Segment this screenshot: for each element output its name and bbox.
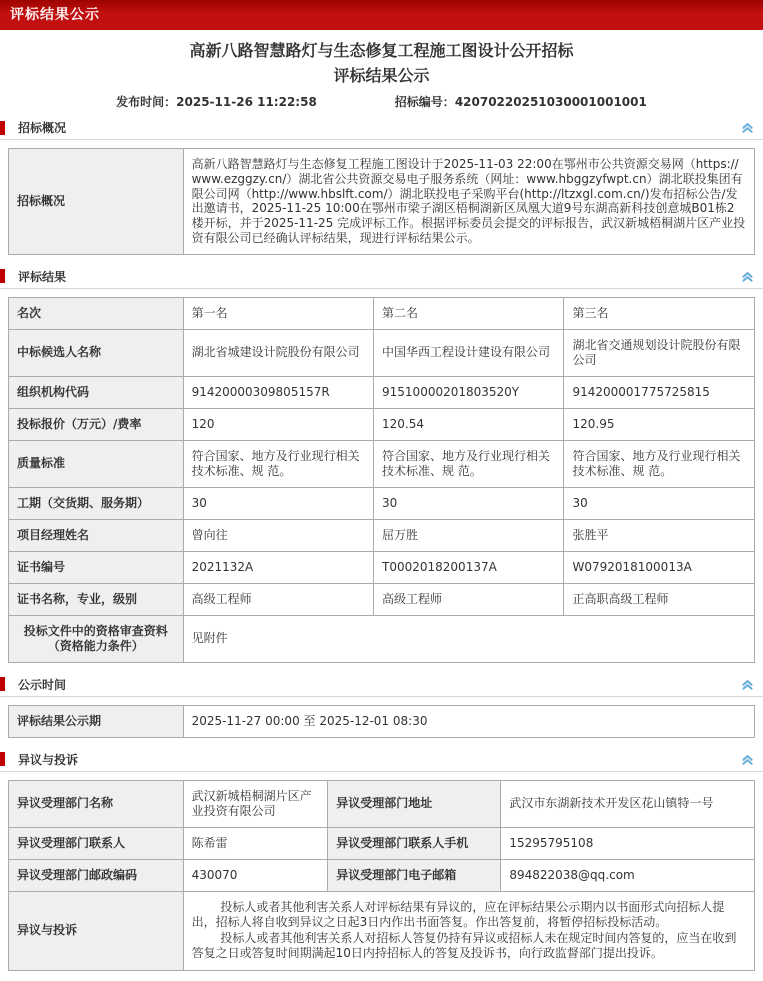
section-title-result: 评标结果 bbox=[18, 269, 67, 284]
row-label: 评标结果公示期 bbox=[9, 705, 184, 737]
table-row bbox=[9, 297, 755, 329]
table-row bbox=[9, 376, 755, 408]
section-header-overview bbox=[0, 116, 763, 140]
row-label: 中标候选人名称 bbox=[9, 329, 184, 376]
cell-value: 30 bbox=[374, 487, 564, 519]
cell-value: 湖北省城建设计院股份有限公司 bbox=[183, 329, 373, 376]
cell-value: 第二名 bbox=[374, 297, 564, 329]
table-row bbox=[9, 780, 755, 827]
table-row bbox=[9, 891, 755, 970]
row-label: 异议受理部门联系人 bbox=[9, 827, 184, 859]
collapse-up-icon[interactable] bbox=[741, 121, 754, 134]
cell-value: 武汉市东湖新技术开发区花山镇特一号 bbox=[501, 780, 755, 827]
publish-time bbox=[116, 93, 317, 110]
row-label: 证书名称，专业，级别 bbox=[9, 583, 184, 615]
cell-value: 91420000309805157R bbox=[183, 376, 373, 408]
table-row bbox=[9, 615, 755, 662]
cell-value: 曾向往 bbox=[183, 519, 373, 551]
cell-value: 120 bbox=[183, 408, 373, 440]
tender-number-value: 42070220251030001001001 bbox=[454, 95, 647, 109]
page-title-line2: 评标结果公示 bbox=[333, 66, 430, 85]
row-label: 异议受理部门联系人手机 bbox=[328, 827, 501, 859]
page-title-line1: 高新八路智慧路灯与生态修复工程施工图设计公开招标 bbox=[189, 41, 574, 60]
section-accent-bar bbox=[0, 677, 5, 691]
row-label: 工期（交货期、服务期） bbox=[9, 487, 184, 519]
section-accent-bar bbox=[0, 752, 5, 766]
publish-time-value: 2025-11-26 11:22:58 bbox=[176, 95, 317, 109]
section-header-result bbox=[0, 265, 763, 289]
table-row bbox=[9, 487, 755, 519]
cell-value: 见附件 bbox=[183, 615, 754, 662]
cell-value: 120.54 bbox=[374, 408, 564, 440]
table-row bbox=[9, 827, 755, 859]
cell-value: 15295795108 bbox=[501, 827, 755, 859]
publish-time-label: 发布时间： bbox=[116, 95, 177, 109]
table-row bbox=[9, 583, 755, 615]
cell-value: 30 bbox=[564, 487, 755, 519]
cell-value: 高级工程师 bbox=[374, 583, 564, 615]
objection-note-para1: 投标人或者其他利害关系人对评标结果有异议的，应在评标结果公示期内以书面形式向招标人提出，招标人将自收到异议之日起3日内作出书面答复。作出答复前，将暂停招标投标活动。 bbox=[191, 899, 725, 930]
section-accent-bar bbox=[0, 269, 5, 283]
section-header-objection bbox=[0, 748, 763, 772]
overview-table bbox=[8, 148, 755, 255]
cell-value: 陈希雷 bbox=[183, 827, 328, 859]
row-label: 异议与投诉 bbox=[9, 891, 184, 970]
row-label: 异议受理部门邮政编码 bbox=[9, 859, 184, 891]
row-label: 异议受理部门地址 bbox=[328, 780, 501, 827]
cell-value: 第三名 bbox=[564, 297, 755, 329]
meta-row bbox=[0, 93, 763, 110]
row-label: 项目经理姓名 bbox=[9, 519, 184, 551]
cell-value: 高级工程师 bbox=[183, 583, 373, 615]
section-title-objection: 异议与投诉 bbox=[18, 752, 79, 767]
publicity-table bbox=[8, 705, 755, 738]
table-row bbox=[9, 859, 755, 891]
cell-value: 第一名 bbox=[183, 297, 373, 329]
table-row bbox=[9, 551, 755, 583]
cell-value: 120.95 bbox=[564, 408, 755, 440]
row-label: 招标概况 bbox=[9, 149, 184, 255]
section-title-publicity: 公示时间 bbox=[18, 677, 67, 692]
objection-note bbox=[183, 891, 754, 970]
cell-value: 符合国家、地方及行业现行相关技术标准、规 范。 bbox=[564, 440, 755, 487]
cell-value: 武汉新城梧桐湖片区产业投资有限公司 bbox=[183, 780, 328, 827]
section-header-publicity bbox=[0, 673, 763, 697]
objection-table bbox=[8, 780, 755, 971]
collapse-up-icon[interactable] bbox=[741, 270, 754, 283]
row-label: 投标报价（万元）/费率 bbox=[9, 408, 184, 440]
cell-value: 91510000201803520Y bbox=[374, 376, 564, 408]
row-label: 组织机构代码 bbox=[9, 376, 184, 408]
overview-content: 高新八路智慧路灯与生态修复工程施工图设计于2025-11-03 22:00在鄂州市公共资源交易网（https://www.ezggzy.cn/）湖北省公共资源交易电子服务系统（网址：www.hbggzyfwpt.cn）湖北联投集团有限公司网（http://www.hbslft.com/）湖北联投电子采购平台(http://ltzxgl.com.cn/)发布招标公告/发出邀请书，2025-11-25 10:00在鄂州市梁子湖区梧桐湖新区凤凰大道9号东湖高新科技创意城B01栋2楼开标，并于2025-11-25 完成评标工作。根据评标委员会提交的评标报告，武汉新城梧桐湖片区产业投资有限公司已经确认评标结果，现进行评标结果公示。 bbox=[183, 149, 754, 255]
table-row bbox=[9, 149, 755, 255]
table-row bbox=[9, 519, 755, 551]
cell-value: 湖北省交通规划设计院股份有限公司 bbox=[564, 329, 755, 376]
tender-number bbox=[395, 93, 647, 110]
cell-value: 屈万胜 bbox=[374, 519, 564, 551]
table-row bbox=[9, 440, 755, 487]
cell-value: 2021132A bbox=[183, 551, 373, 583]
cell-value: 张胜平 bbox=[564, 519, 755, 551]
cell-value: 894822038@qq.com bbox=[501, 859, 755, 891]
row-label: 投标文件中的资格审查资料（资格能力条件） bbox=[9, 615, 184, 662]
banner-title: 评标结果公示 bbox=[10, 7, 100, 23]
cell-value: 符合国家、地方及行业现行相关技术标准、规 范。 bbox=[374, 440, 564, 487]
row-label: 质量标准 bbox=[9, 440, 184, 487]
objection-note-para2: 投标人或者其他利害关系人对招标人答复仍持有异议或招标人未在规定时间内答复的，应当在收到答复之日或答复时间期满起10日内持招标人的答复及投诉书，向行政监督部门提出投诉。 bbox=[191, 930, 737, 961]
row-label: 异议受理部门电子邮箱 bbox=[328, 859, 501, 891]
page-title bbox=[0, 38, 763, 88]
collapse-up-icon[interactable] bbox=[741, 753, 754, 766]
table-row bbox=[9, 329, 755, 376]
result-table bbox=[8, 297, 755, 663]
collapse-up-icon[interactable] bbox=[741, 678, 754, 691]
cell-value: 中国华西工程设计建设有限公司 bbox=[374, 329, 564, 376]
cell-value: 30 bbox=[183, 487, 373, 519]
tender-number-label: 招标编号： bbox=[394, 95, 455, 109]
section-accent-bar bbox=[0, 121, 5, 135]
table-row bbox=[9, 705, 755, 737]
row-label: 证书编号 bbox=[9, 551, 184, 583]
row-label: 异议受理部门名称 bbox=[9, 780, 184, 827]
cell-value: 符合国家、地方及行业现行相关技术标准、规 范。 bbox=[183, 440, 373, 487]
cell-value: 914200001775725815 bbox=[564, 376, 755, 408]
table-row bbox=[9, 408, 755, 440]
cell-value: T0002018200137A bbox=[374, 551, 564, 583]
top-banner bbox=[0, 0, 763, 30]
cell-value: W0792018100013A bbox=[564, 551, 755, 583]
section-title-overview: 招标概况 bbox=[18, 121, 67, 135]
cell-value: 正高职高级工程师 bbox=[564, 583, 755, 615]
publicity-period-value: 2025-11-27 00:00 至 2025-12-01 08:30 bbox=[183, 705, 754, 737]
cell-value: 430070 bbox=[183, 859, 328, 891]
row-label: 名次 bbox=[9, 297, 184, 329]
